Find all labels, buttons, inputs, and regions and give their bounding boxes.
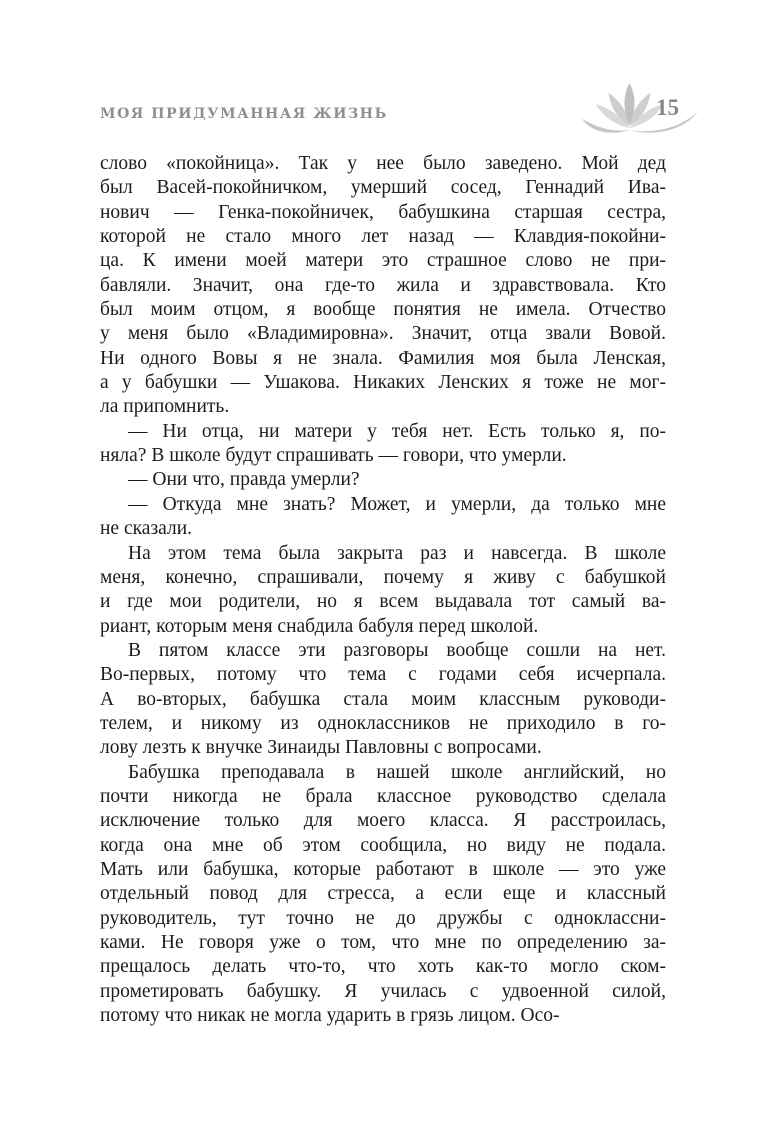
text-line: исключение только для моего класса. Я расстроилась,	[100, 810, 666, 832]
lotus-icon	[576, 80, 702, 140]
text-line: телем, и никому из одноклассников не приходило в го-	[100, 712, 666, 734]
text-line: у меня было «Владимировна». Значит, отца звали Вовой.	[100, 323, 666, 345]
lotus-ornament	[576, 80, 702, 140]
text-line: которой не стало много лет назад — Клавдия-покойни-	[100, 226, 666, 248]
text-line: а у бабушки — Ушакова. Никаких Ленских я тоже не мог-	[100, 372, 666, 394]
text-line: Мать или бабушка, которые работают в школе — это уже	[100, 858, 666, 880]
page-number: 15	[656, 94, 680, 120]
text-line: прометировать бабушку. Я училась с удвоенной силой,	[100, 980, 666, 1002]
text-line: А во-вторых, бабушка стала моим классным руководи-	[100, 688, 666, 710]
text-line: и где мои родители, но я всем выдавала тот самый ва-	[100, 591, 666, 613]
text-line: няла? В школе будут спрашивать — говори, что умерли.	[100, 445, 567, 467]
text-line: лову лезть к внучке Зинаиды Павловны с вопросами.	[100, 737, 542, 759]
paragraph	[100, 468, 666, 492]
text-line: ками. Не говоря уже о том, что мне по определению за-	[100, 932, 666, 953]
text-line: почти никогда не брала классное руководство сделала	[100, 785, 666, 807]
text-line: риант, которым меня снабдила бабуля перед школой.	[100, 615, 539, 637]
text-line: отдельный повод для стресса, а если еще и классный	[100, 883, 666, 905]
paragraph	[100, 761, 666, 1029]
paragraph	[100, 420, 666, 469]
text-line: Во-первых, потому что тема с годами себя исчерпала.	[100, 664, 666, 686]
body-text	[100, 152, 666, 1028]
text-line: Ни одного Вовы я не знала. Фамилия моя была Ленская,	[100, 347, 666, 369]
text-line: ла припомнить.	[100, 396, 230, 418]
text-line: потому что никак не могла ударить в грязь лицом. Осо-	[100, 1005, 560, 1027]
text-line: ца. К имени моей матери это страшное слово не при-	[100, 250, 666, 272]
text-line: руководитель, тут точно не до дружбы с одноклассни-	[100, 907, 666, 929]
text-line: В пятом классе эти разговоры вообще сошли на нет.	[128, 639, 666, 661]
paragraph	[100, 493, 666, 542]
text-line: был моим отцом, я вообще понятия не имела. Отчество	[100, 299, 666, 321]
text-line: прещалось делать что-то, что хоть как-то могло ском-	[100, 956, 666, 978]
text-line: На этом тема была закрыта раз и навсегда. В школе	[128, 542, 666, 564]
text-line: меня, конечно, спрашивали, почему я живу с бабушкой	[100, 566, 666, 588]
text-line: когда она мне об этом сообщила, но виду не подала.	[100, 834, 666, 856]
text-line: — Откуда мне знать? Может, и умерли, да только мне	[128, 493, 666, 515]
text-line: — Ни отца, ни матери у тебя нет. Есть только я, по-	[128, 420, 666, 442]
running-title: МОЯ ПРИДУМАННАЯ ЖИЗНЬ	[100, 106, 388, 122]
text-line: — Они что, правда умерли?	[128, 469, 360, 491]
text-line: Бабушка преподавала в нашей школе английский, но	[128, 761, 666, 783]
paragraph	[100, 542, 666, 639]
paragraph	[100, 639, 666, 761]
paragraph	[100, 152, 666, 420]
text-line: нович — Генка-покойничек, бабушкина старшая сестра,	[100, 201, 666, 223]
text-line: не сказали.	[100, 518, 193, 540]
text-line: слово «покойница». Так у нее было заведено. Мой дед	[100, 153, 666, 174]
text-line: бавляли. Значит, она где-то жила и здравствовала. Кто	[100, 274, 666, 296]
text-line: был Васей-покойничком, умерший сосед, Геннадий Ива-	[100, 177, 666, 199]
